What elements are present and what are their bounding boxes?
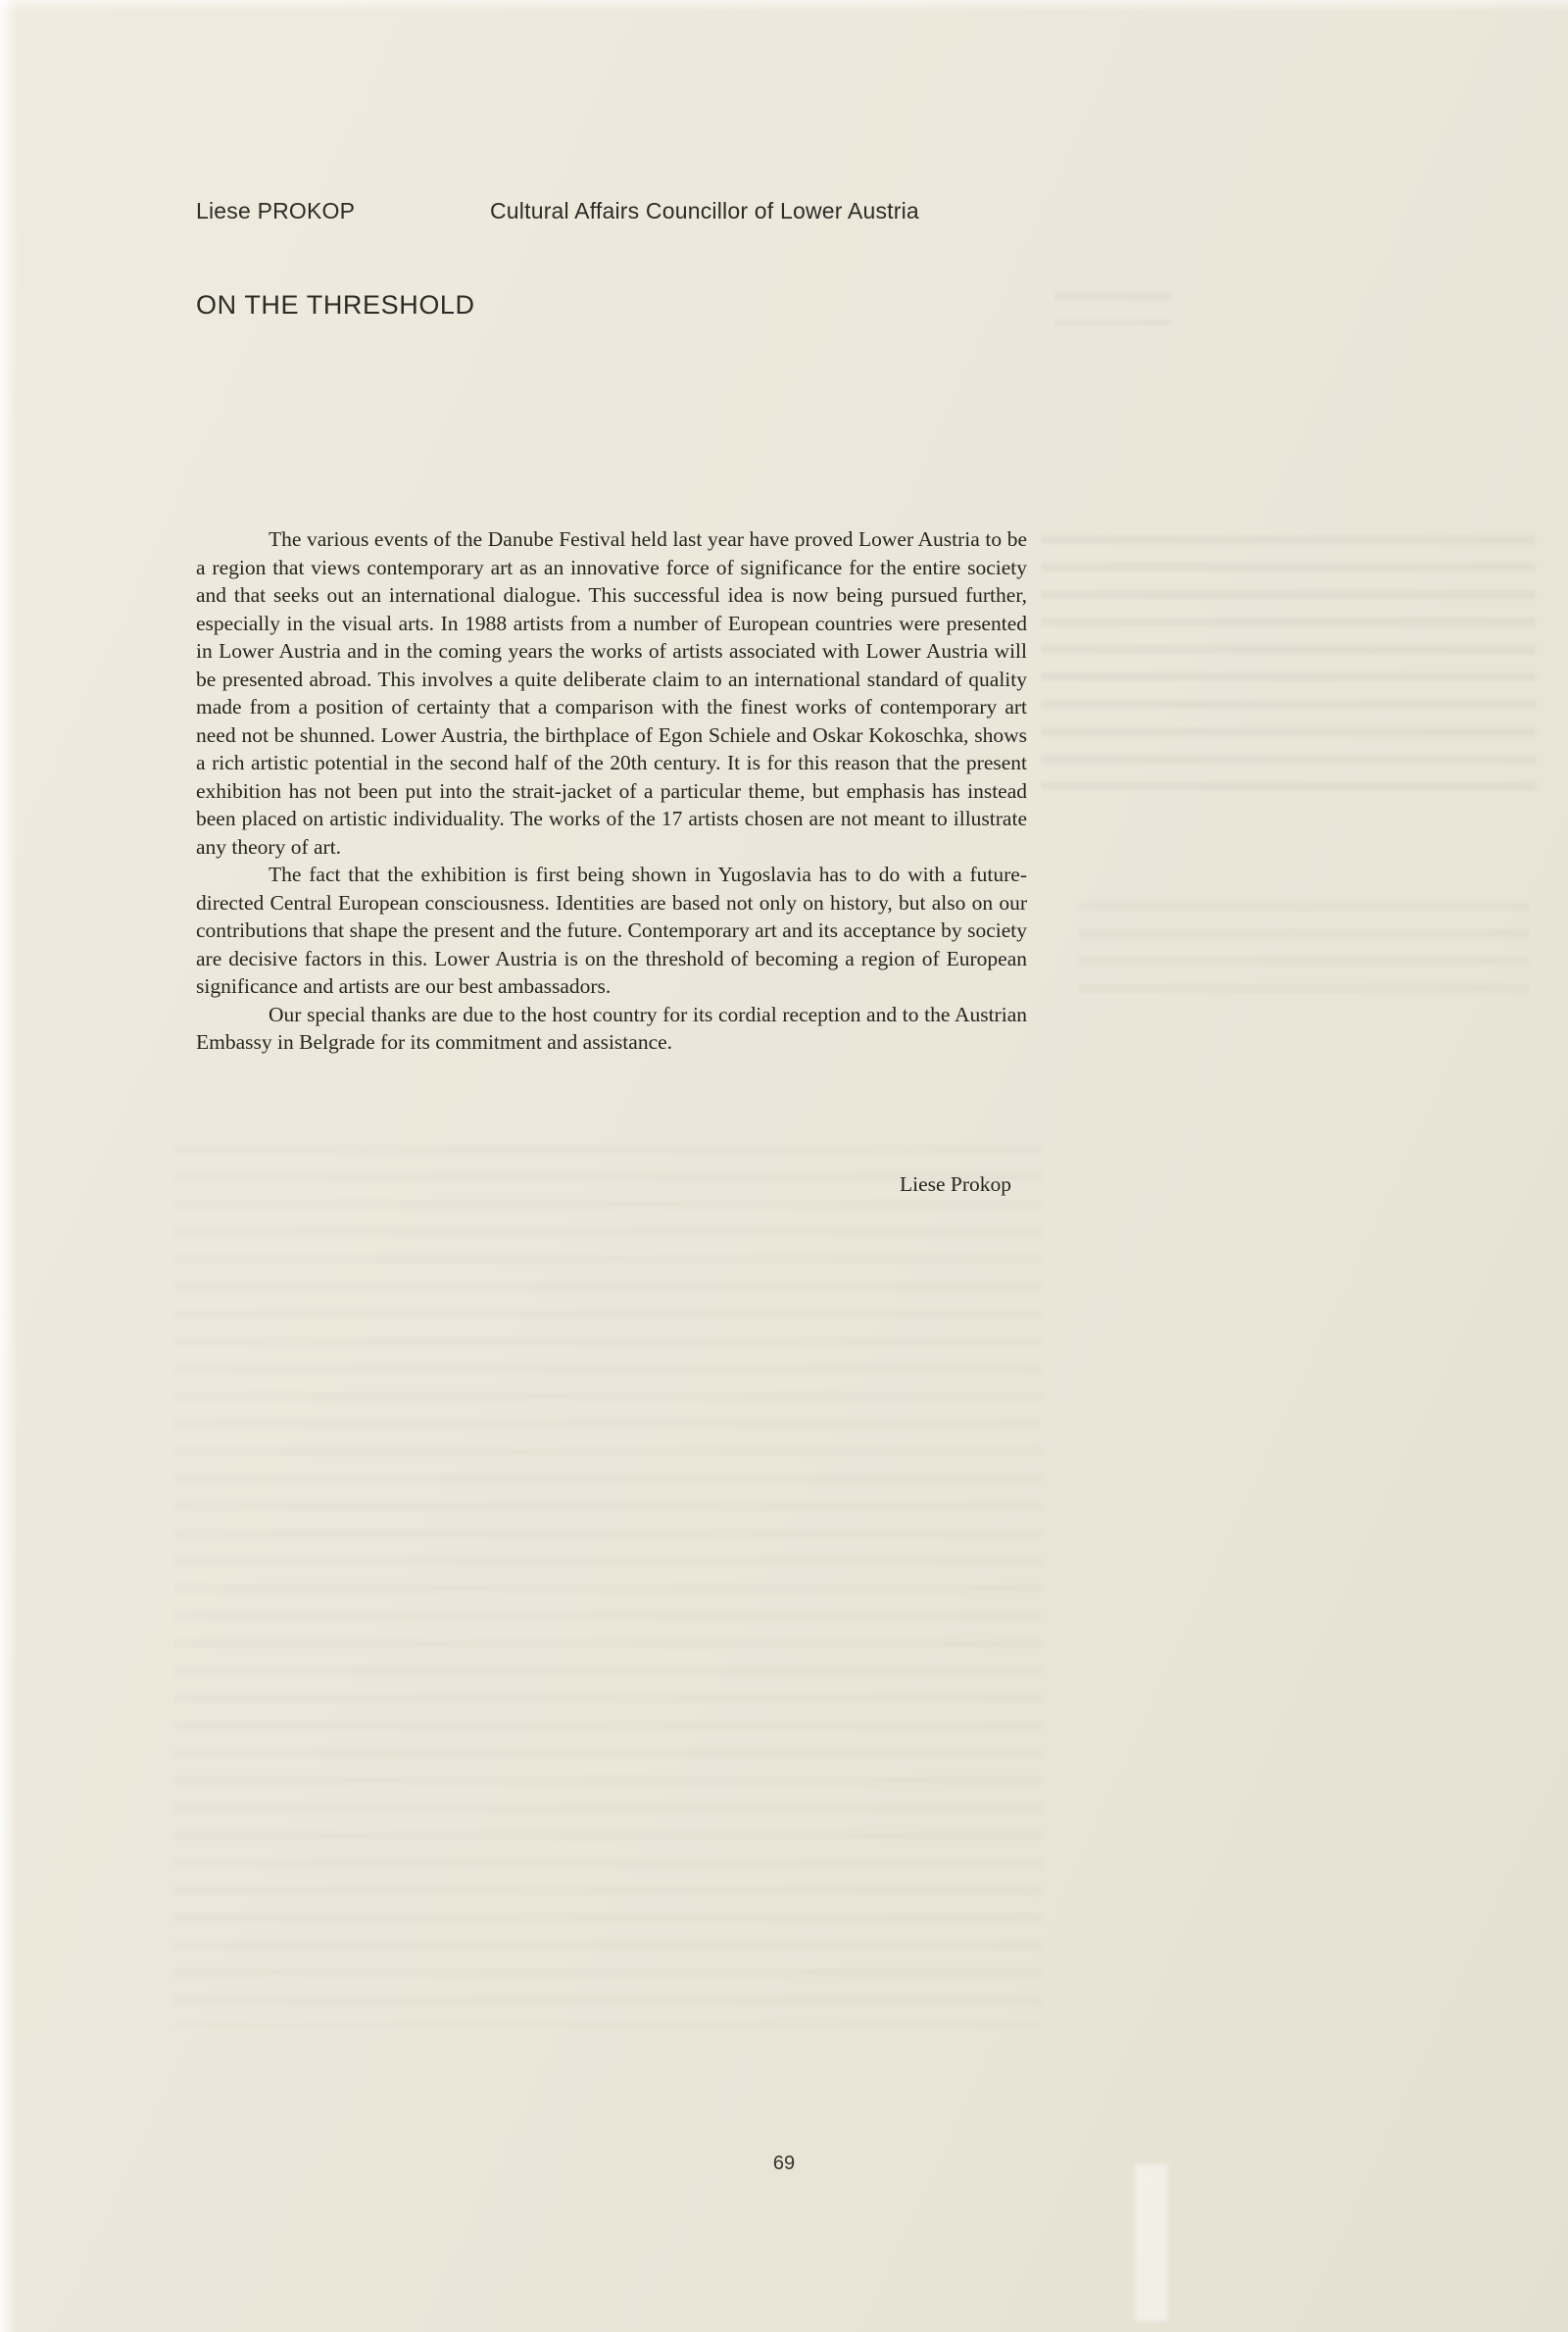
paragraph: The various events of the Danube Festival held last year have proved Lower Austria to be a region that views contemporary art as an innovative force of significance for the entire society and that seeks out an international dialogue. This successful idea is now being pursued further, especially in the visual arts. In 1988 artists from a number of European countries were presented in Lower Austria and in the coming years the works of artists associated with Lower Austria will be presented abroad. This involves a quite deliberate claim to an international standard of quality made from a position of certainty that a comparison with the finest works of contemporary art need not be shunned. Lower Austria, the birthplace of Egon Schiele and Oskar Kokoschka, shows a rich artistic potential in the second half of the 20th century. It is for this reason that the present exhibition has not been put into the strait-jacket of a particular theme, but emphasis has instead been placed on artistic individuality. The works of the 17 artists chosen are not meant to illustrate any theory of art. — [196, 527, 1027, 859]
ink-bleed-through — [1078, 902, 1529, 1000]
scan-edge-top — [0, 0, 1568, 12]
paragraph: The fact that the exhibition is first being shown in Yugoslavia has to do with a future-directed Central European consciousness. Identities are based not only on history, but also on our contributions that shape the present and the future. Contemporary art and its acceptance by society are decisive factors in this. Lower Austria is on the threshold of becoming a region of European significance and artists are our best ambassadors. — [196, 863, 1027, 998]
scan-edge-left — [0, 0, 18, 2332]
page-number: 69 — [772, 2153, 796, 2174]
scan-artifact-strip — [1135, 2164, 1168, 2321]
paragraph: Our special thanks are due to the host country for its cordial reception and to the Austrian Embassy in Belgrade for its commitment and assistance. — [196, 1002, 1027, 1054]
author-role: Cultural Affairs Councillor of Lower Austria — [490, 198, 919, 223]
author-name: Liese PROKOP — [196, 198, 356, 223]
signature: Liese Prokop — [900, 1172, 1012, 1196]
ink-bleed-through — [1041, 535, 1536, 790]
essay-body — [196, 525, 1027, 1057]
ink-bleed-through — [174, 1145, 1042, 2027]
ink-bleed-through — [1054, 292, 1172, 325]
header-row — [196, 198, 1039, 224]
page-title: ON THE THRESHOLD — [196, 290, 475, 320]
